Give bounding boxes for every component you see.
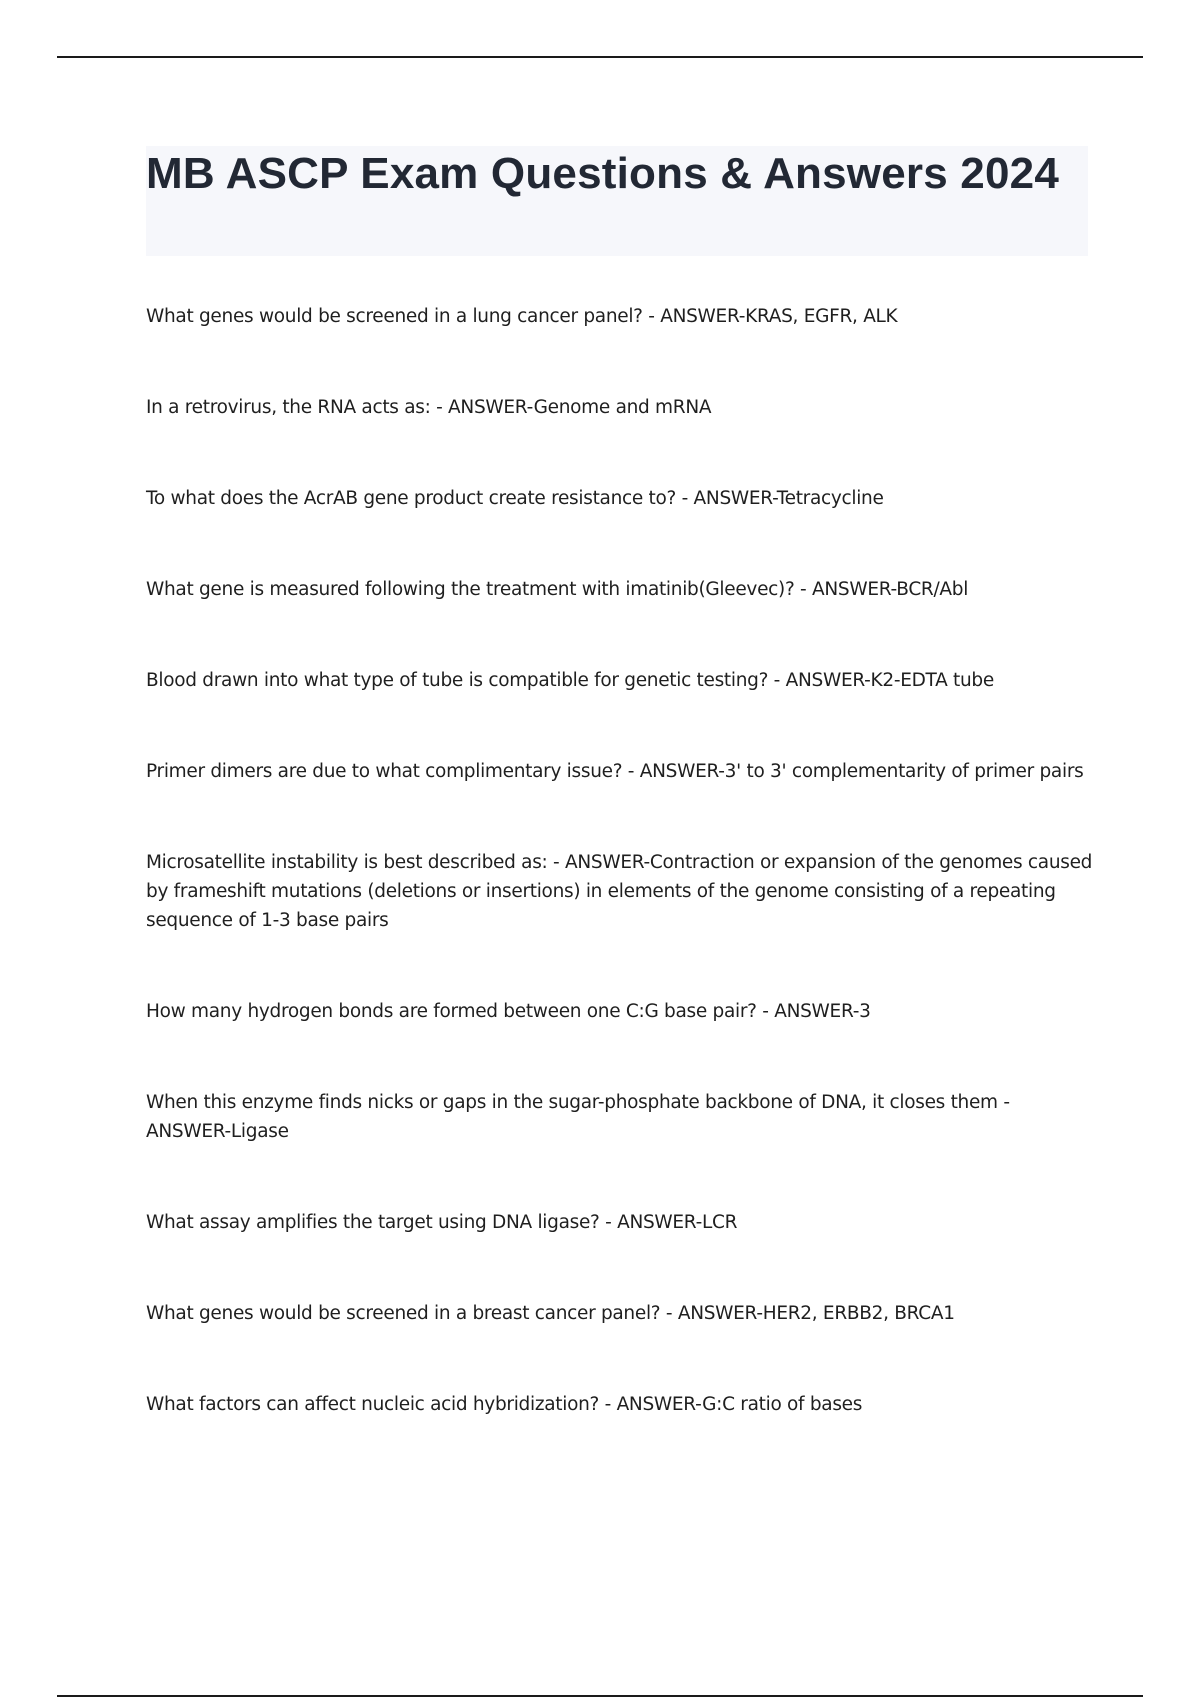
qa-item-2: In a retrovirus, the RNA acts as: - ANSWER-Genome and mRNA: [146, 397, 712, 418]
qa-item-9: When this enzyme finds nicks or gaps in the sugar-phosphate backbone of DNA, it closes them - ANSWER-Ligase: [146, 1092, 1010, 1142]
qa-item-3: To what does the AcrAB gene product create resistance to? - ANSWER-Tetracycline: [146, 488, 884, 509]
top-divider: [57, 56, 1143, 58]
qa-item-1: What genes would be screened in a lung cancer panel? - ANSWER-KRAS, EGFR, ALK: [146, 306, 898, 327]
qa-item-11: What genes would be screened in a breast cancer panel? - ANSWER-HER2, ERBB2, BRCA1: [146, 1303, 955, 1324]
qa-item-7: Microsatellite instability is best described as: - ANSWER-Contraction or expansion of the genomes caused by frameshift mutations (deletions or insertions) in elements of the genome consisting of a repeating sequence of 1-3 base pairs: [146, 852, 1093, 931]
qa-item-5: Blood drawn into what type of tube is compatible for genetic testing? - ANSWER-K2-EDTA tube: [146, 670, 994, 691]
qa-item-4: What gene is measured following the treatment with imatinib(Gleevec)? - ANSWER-BCR/Abl: [146, 579, 969, 600]
qa-item-10: What assay amplifies the target using DNA ligase? - ANSWER-LCR: [146, 1212, 738, 1233]
qa-item-6: Primer dimers are due to what complimentary issue? - ANSWER-3' to 3' complementarity of primer pairs: [146, 761, 1084, 782]
qa-item-12: What factors can affect nucleic acid hybridization? - ANSWER-G:C ratio of bases: [146, 1394, 863, 1415]
qa-item-8: How many hydrogen bonds are formed between one C:G base pair? - ANSWER-3: [146, 1001, 871, 1022]
page-title: MB ASCP Exam Questions & Answers 2024: [146, 149, 1059, 198]
title-block: [146, 146, 1088, 256]
qa-list: [146, 302, 1096, 1481]
bottom-divider: [57, 1695, 1143, 1697]
